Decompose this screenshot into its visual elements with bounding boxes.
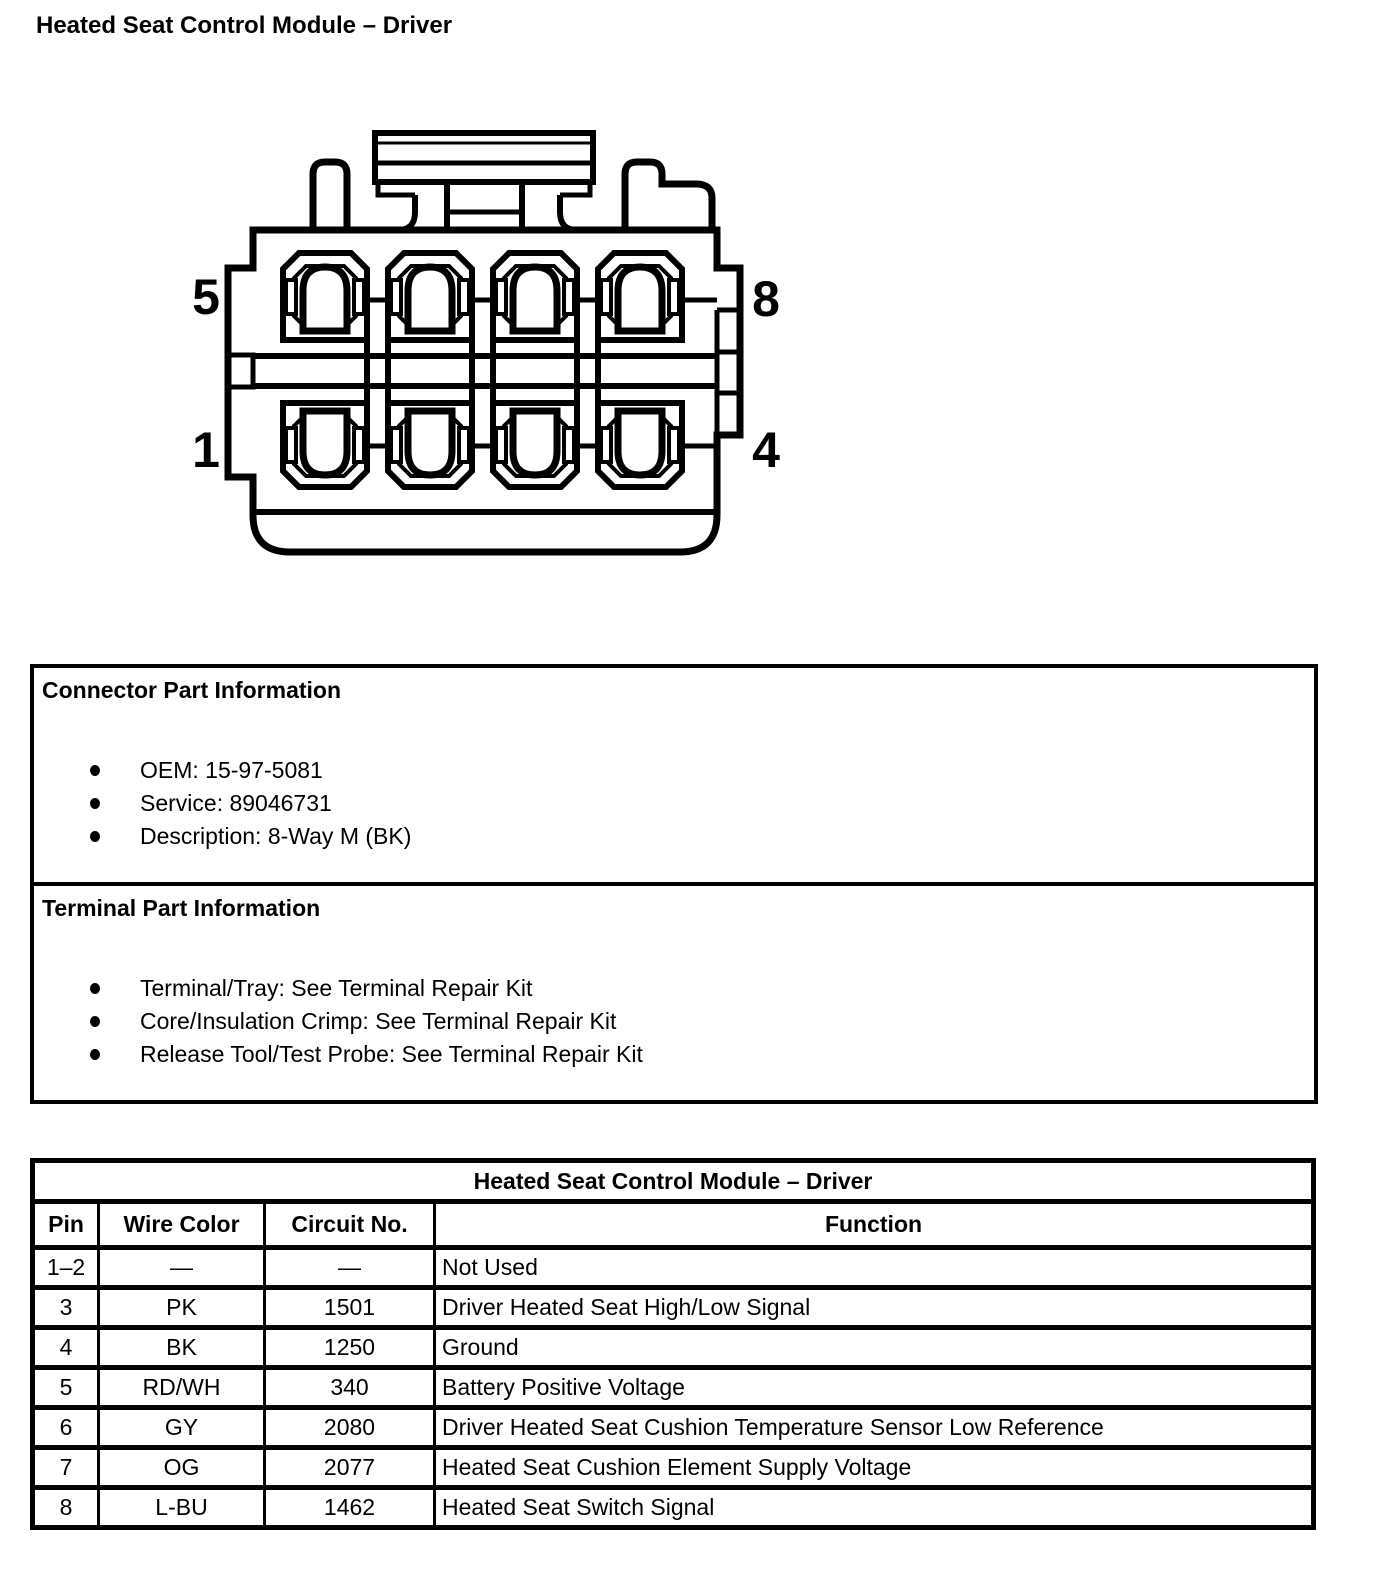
connector-face-drawing: [185, 112, 800, 595]
latch-cap: [375, 133, 593, 182]
table-row: [33, 1368, 1314, 1408]
table-row: [33, 1248, 1314, 1288]
table-row: [33, 1328, 1314, 1368]
cell-pin: 1–2: [33, 1248, 99, 1288]
cell-pin: 8: [33, 1488, 99, 1528]
cell-function: Heated Seat Cushion Element Supply Voltage: [435, 1448, 1314, 1488]
cell-circuit-no: 340: [265, 1368, 435, 1408]
pin-table-title-row: [33, 1161, 1314, 1202]
pin-table: [30, 1158, 1316, 1530]
list-item: Description: 8-Way M (BK): [34, 820, 1314, 853]
list-item: OEM: 15-97-5081: [34, 754, 1314, 787]
cell-circuit-no: 1462: [265, 1488, 435, 1528]
list-item: Service: 89046731: [34, 787, 1314, 820]
pin-label-1: 1: [192, 422, 220, 478]
connector-part-info-list: [34, 754, 1314, 853]
cell-wire-color: RD/WH: [99, 1368, 265, 1408]
cell-function: Heated Seat Switch Signal: [435, 1488, 1314, 1528]
pin-table-body: [33, 1248, 1314, 1528]
col-header-circuit-no: Circuit No.: [265, 1202, 435, 1248]
cell-pin: 7: [33, 1448, 99, 1488]
cell-wire-color: —: [99, 1248, 265, 1288]
table-row: [33, 1408, 1314, 1448]
list-item: Release Tool/Test Probe: See Terminal Repair Kit: [34, 1038, 1314, 1071]
pin-table-header-row: [33, 1202, 1314, 1248]
mounting-tab-left: [313, 162, 347, 230]
cell-function: Ground: [435, 1328, 1314, 1368]
list-item: Terminal/Tray: See Terminal Repair Kit: [34, 972, 1314, 1005]
cell-function: Driver Heated Seat High/Low Signal: [435, 1288, 1314, 1328]
cell-function: Driver Heated Seat Cushion Temperature Sensor Low Reference: [435, 1408, 1314, 1448]
cell-wire-color: PK: [99, 1288, 265, 1328]
connector-part-info-box: [30, 664, 1318, 888]
terminal-part-info-title: Terminal Part Information: [42, 895, 321, 921]
cell-pin: 3: [33, 1288, 99, 1328]
page-title: Heated Seat Control Module – Driver: [36, 12, 453, 39]
table-row: [33, 1288, 1314, 1328]
col-header-wire-color: Wire Color: [99, 1202, 265, 1248]
mounting-tab-right: [625, 162, 712, 230]
connector-diagram: [185, 112, 800, 595]
terminal-part-info-box: [30, 886, 1318, 1104]
table-row: [33, 1488, 1314, 1528]
cell-circuit-no: 1501: [265, 1288, 435, 1328]
cell-circuit-no: —: [265, 1248, 435, 1288]
cell-pin: 5: [33, 1368, 99, 1408]
cell-pin: 4: [33, 1328, 99, 1368]
cell-wire-color: BK: [99, 1328, 265, 1368]
cell-function: Battery Positive Voltage: [435, 1368, 1314, 1408]
pin-table-title: Heated Seat Control Module – Driver: [33, 1161, 1314, 1202]
cell-circuit-no: 2080: [265, 1408, 435, 1448]
cell-pin: 6: [33, 1408, 99, 1448]
cell-wire-color: GY: [99, 1408, 265, 1448]
cell-wire-color: L-BU: [99, 1488, 265, 1528]
latch-stem: [378, 182, 590, 230]
table-row: [33, 1448, 1314, 1488]
cell-wire-color: OG: [99, 1448, 265, 1488]
cell-function: Not Used: [435, 1248, 1314, 1288]
pin-label-4: 4: [752, 422, 780, 478]
cell-circuit-no: 2077: [265, 1448, 435, 1488]
list-item: Core/Insulation Crimp: See Terminal Repair Kit: [34, 1005, 1314, 1038]
pin-label-5: 5: [192, 269, 220, 325]
terminal-part-info-list: [34, 972, 1314, 1071]
pin-label-8: 8: [752, 271, 780, 327]
connector-part-info-title: Connector Part Information: [42, 677, 342, 703]
col-header-function: Function: [435, 1202, 1314, 1248]
col-header-pin: Pin: [33, 1202, 99, 1248]
cell-circuit-no: 1250: [265, 1328, 435, 1368]
